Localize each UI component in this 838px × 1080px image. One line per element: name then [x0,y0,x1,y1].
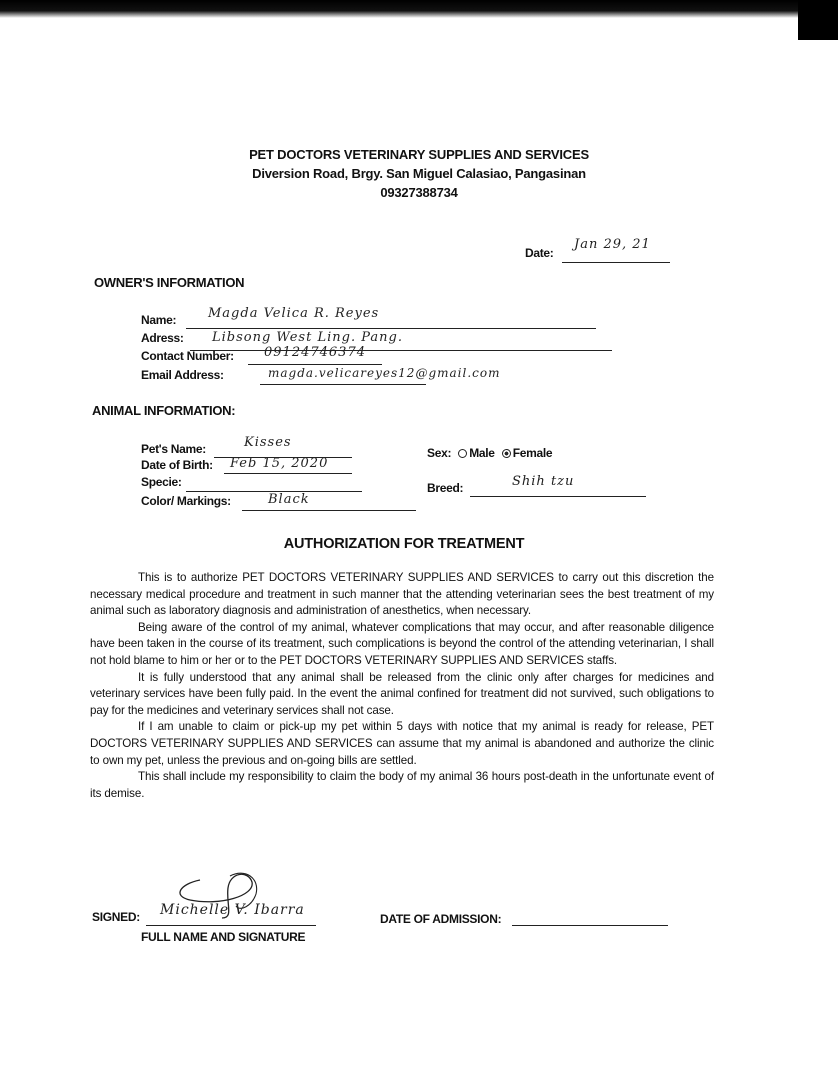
owner-contact-value: 09124746374 [264,345,366,360]
sex-female-label: Female [512,446,553,460]
dob-label: Date of Birth: [141,458,213,472]
date-value: Jan 29, 21 [574,237,651,252]
scan-corner [798,0,838,40]
color-label: Color/ Markings: [141,494,231,508]
owner-name-line [186,328,596,329]
animal-heading: ANIMAL INFORMATION: [92,403,236,418]
authorization-paragraph: This shall include my responsibility to claim the body of my animal 36 hours post-death in the unfortunate event of its demise. [90,770,714,800]
authorization-title: AUTHORIZATION FOR TREATMENT [283,536,525,552]
color-line [242,510,416,511]
date-label: Date: [525,246,554,260]
signature-caption: FULL NAME AND SIGNATURE [141,930,306,944]
owner-email-line [260,384,426,385]
sex-male-label: Male [469,446,495,460]
owner-contact-label: Contact Number: [141,349,234,363]
authorization-paragraph: If I am unable to claim or pick-up my pet within 5 days with notice that my animal is ready for release, PET DOCTORS VETERINARY SUPPLIES AND SERVICES can assume that my animal is abandoned and authorize the clinic to own my pet, unless the previous and on-going bills are settled. [90,720,714,767]
dob-line [224,473,352,474]
authorization-paragraph: It is fully understood that any animal shall be released from the clinic only after charges for medicines and veterinary services have been fully paid. In the event the animal confined for treatment did not survived, such obligations to pay for the medicines and veterinary services shall not case. [90,670,714,717]
owner-email-label: Email Address: [141,368,224,382]
signed-label: SIGNED: [92,910,140,924]
admission-label: DATE OF ADMISSION: [380,912,502,926]
date-line [562,262,670,263]
authorization-body [90,570,714,802]
authorization-paragraph: Being aware of the control of my animal, whatever complications that may occur, and after reasonable diligence have been taken in the course of its treatment, such complications is beyond the control of the attending veterinarian, I shall not hold blame to him or her or to the PET DOCTORS VETERINARY SUPPLIES AND SERVICES staffs. [90,620,714,667]
sex-male-checkbox[interactable] [458,449,467,458]
breed-value: Shih tzu [512,474,575,489]
pet-name-value: Kisses [244,435,292,450]
breed-line [470,496,646,497]
dob-value: Feb 15, 2020 [230,456,329,471]
owner-heading: OWNER'S INFORMATION [94,275,245,290]
sex-field [427,446,552,460]
owner-name-value: Magda Velica R. Reyes [208,306,380,321]
sex-female-checkbox[interactable] [502,449,511,458]
color-value: Black [268,492,310,507]
owner-email-value: magda.velicareyes12@gmail.com [268,366,501,380]
owner-address-value: Libsong West Ling. Pang. [212,330,403,345]
authorization-paragraph: This is to authorize PET DOCTORS VETERINARY SUPPLIES AND SERVICES to carry out this discretion the necessary medical procedure and treatment in such manner that the attending veterinarian sees the best treatment of my animal such as laboratory diagnosis and administration of anesthetics, when necessary. [90,571,714,618]
owner-address-label: Adress: [141,331,184,345]
owner-address-line [190,350,612,351]
scan-edge [0,0,838,18]
breed-label: Breed: [427,481,464,495]
signed-value: Michelle V. Ibarra [160,902,305,918]
admission-line [512,925,668,926]
clinic-address: Diversion Road, Brgy. San Miguel Calasiao, Pangasinan [252,166,586,181]
signed-line [146,925,316,926]
owner-contact-line [248,364,382,365]
clinic-name: PET DOCTORS VETERINARY SUPPLIES AND SERVICES [249,147,589,162]
owner-name-label: Name: [141,313,177,327]
pet-name-label: Pet's Name: [141,442,206,456]
sex-label: Sex: [427,446,452,460]
specie-label: Specie: [141,475,182,489]
clinic-phone: 09327388734 [380,185,458,200]
